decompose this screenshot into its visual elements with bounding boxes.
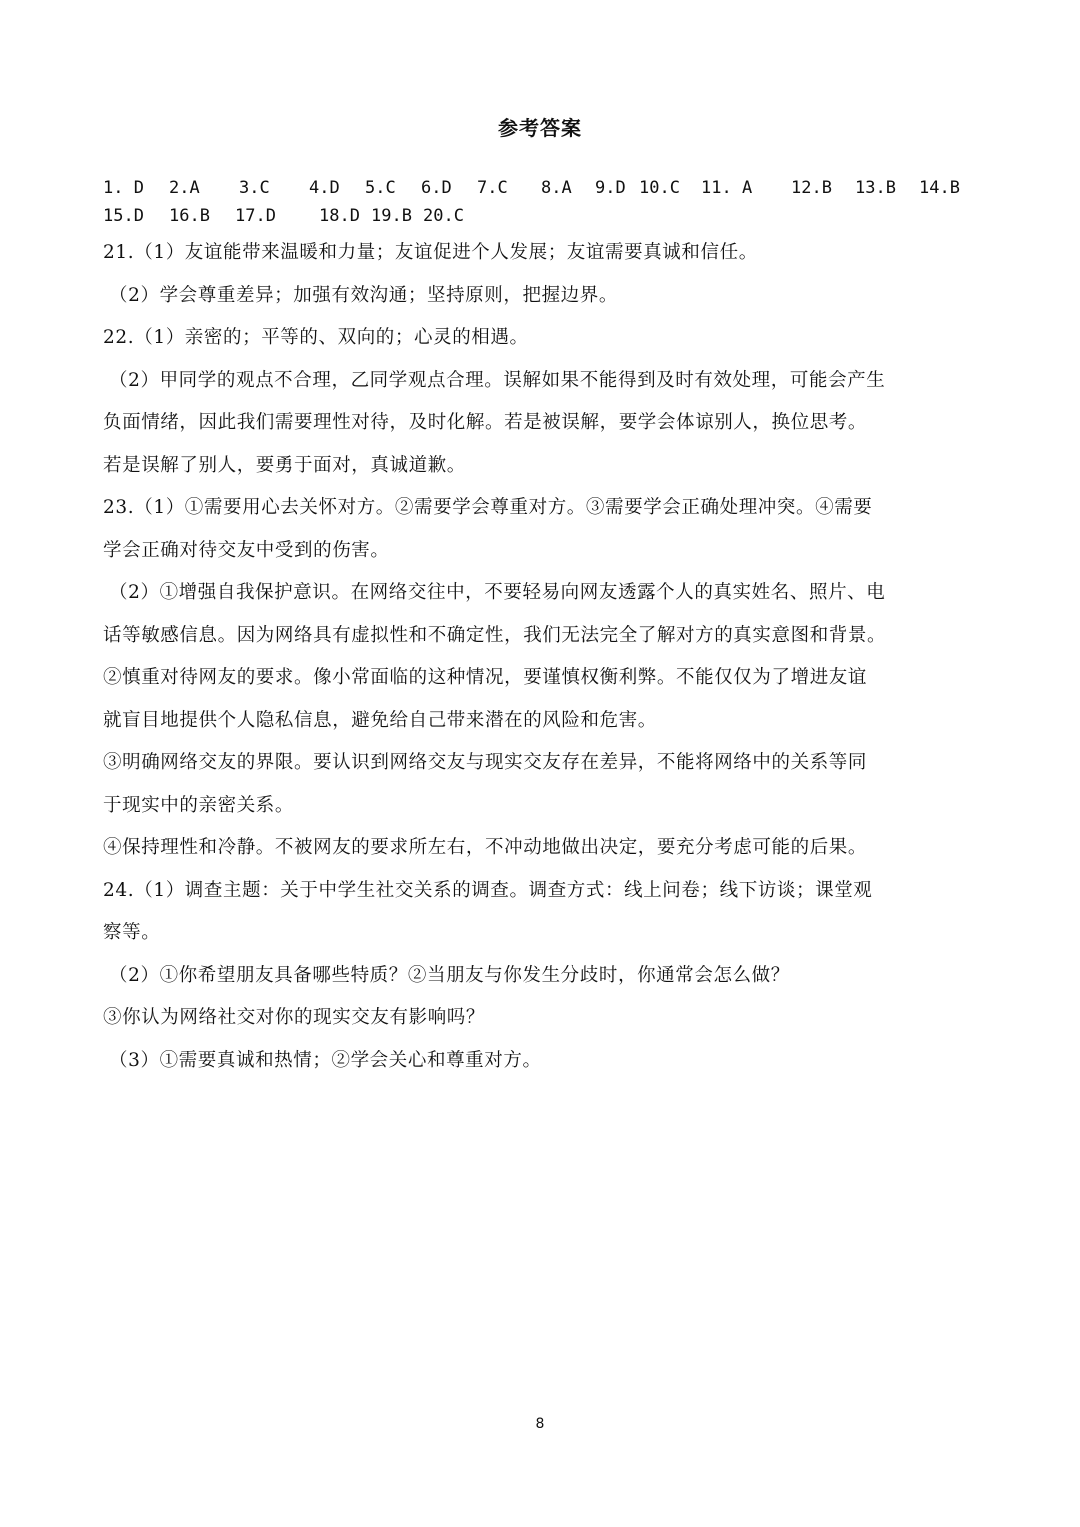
answer-line: （2）学会尊重差异；加强有效沟通；坚持原则，把握边界。 — [109, 284, 618, 306]
mc-answer: 8.A — [541, 178, 572, 198]
mc-answer: 11. A — [701, 178, 753, 198]
answer-line: 22.（1）亲密的；平等的、双向的；心灵的相遇。 — [103, 327, 529, 348]
mc-answer: 2.A — [169, 178, 200, 198]
answer-body — [103, 232, 983, 1082]
answer-line: 学会正确对待交友中受到的伤害。 — [103, 539, 390, 561]
answer-line: ③你认为网络社交对你的现实交友有影响吗？ — [103, 1007, 486, 1028]
mc-answer: 14.B — [919, 178, 960, 198]
page-number: 8 — [535, 1416, 545, 1432]
answer-line: 话等敏感信息。因为网络具有虚拟性和不确定性，我们无法完全了解对方的真实意图和背景。 — [103, 624, 887, 646]
multiple-choice-answers — [103, 174, 983, 230]
mc-answer: 17.D — [235, 206, 276, 226]
answer-line: 于现实中的亲密关系。 — [103, 794, 295, 816]
mc-answer: 5.C — [365, 178, 396, 198]
mc-answer: 12.B — [791, 178, 832, 198]
page-title: 参考答案 — [498, 116, 582, 140]
mc-answer: 20.C — [423, 206, 464, 226]
answer-line: （2）甲同学的观点不合理，乙同学观点合理。误解如果不能得到及时有效处理，可能会产生 — [109, 369, 886, 391]
mc-row-1 — [103, 174, 983, 202]
answer-line: 察等。 — [103, 922, 161, 943]
mc-answer: 4.D — [309, 178, 340, 198]
answer-line: 负面情绪，因此我们需要理性对待，及时化解。若是被误解，要学会体谅别人，换位思考。 — [103, 412, 868, 433]
answer-line: 若是误解了别人，要勇于面对，真诚道歉。 — [103, 454, 466, 476]
mc-answer: 10.C — [639, 178, 680, 198]
mc-answer: 9.D — [595, 178, 626, 198]
mc-answer: 7.C — [477, 178, 508, 198]
mc-answer: 1. D — [103, 178, 144, 198]
answer-line: 23.（1）①需要用心去关怀对方。②需要学会尊重对方。③需要学会正确处理冲突。④需要 — [103, 497, 873, 518]
answer-line: ④保持理性和冷静。不被网友的要求所左右，不冲动地做出决定，要充分考虑可能的后果。 — [103, 837, 868, 858]
mc-answer: 16.B — [169, 206, 210, 226]
mc-answer: 3.C — [239, 178, 270, 198]
answer-line: ②慎重对待网友的要求。像小常面临的这种情况，要谨慎权衡利弊。不能仅仅为了增进友谊 — [103, 667, 868, 688]
answer-line: 就盲目地提供个人隐私信息，避免给自己带来潜在的风险和危害。 — [103, 709, 657, 731]
mc-answer: 13.B — [855, 178, 896, 198]
mc-answer: 15.D — [103, 206, 144, 226]
answer-line: （2）①你希望朋友具备哪些特质？②当朋友与你发生分歧时，你通常会怎么做？ — [109, 964, 790, 986]
answer-line: 24.（1）调查主题：关于中学生社交关系的调查。调查方式：线上问卷；线下访谈；课堂观 — [103, 879, 873, 901]
answer-line: ③明确网络交友的界限。要认识到网络交友与现实交友存在差异，不能将网络中的关系等同 — [103, 752, 868, 773]
answer-line: （3）①需要真诚和热情；②学会关心和尊重对方。 — [109, 1049, 542, 1071]
answer-line: （2）①增强自我保护意识。在网络交往中，不要轻易向网友透露个人的真实姓名、照片、电 — [109, 582, 886, 603]
mc-row-2 — [103, 202, 983, 230]
answer-line: 21.（1）友谊能带来温暖和力量；友谊促进个人发展；友谊需要真诚和信任。 — [103, 242, 758, 263]
mc-answer: 19.B — [371, 206, 412, 226]
mc-answer: 18.D — [319, 206, 360, 226]
mc-answer: 6.D — [421, 178, 452, 198]
